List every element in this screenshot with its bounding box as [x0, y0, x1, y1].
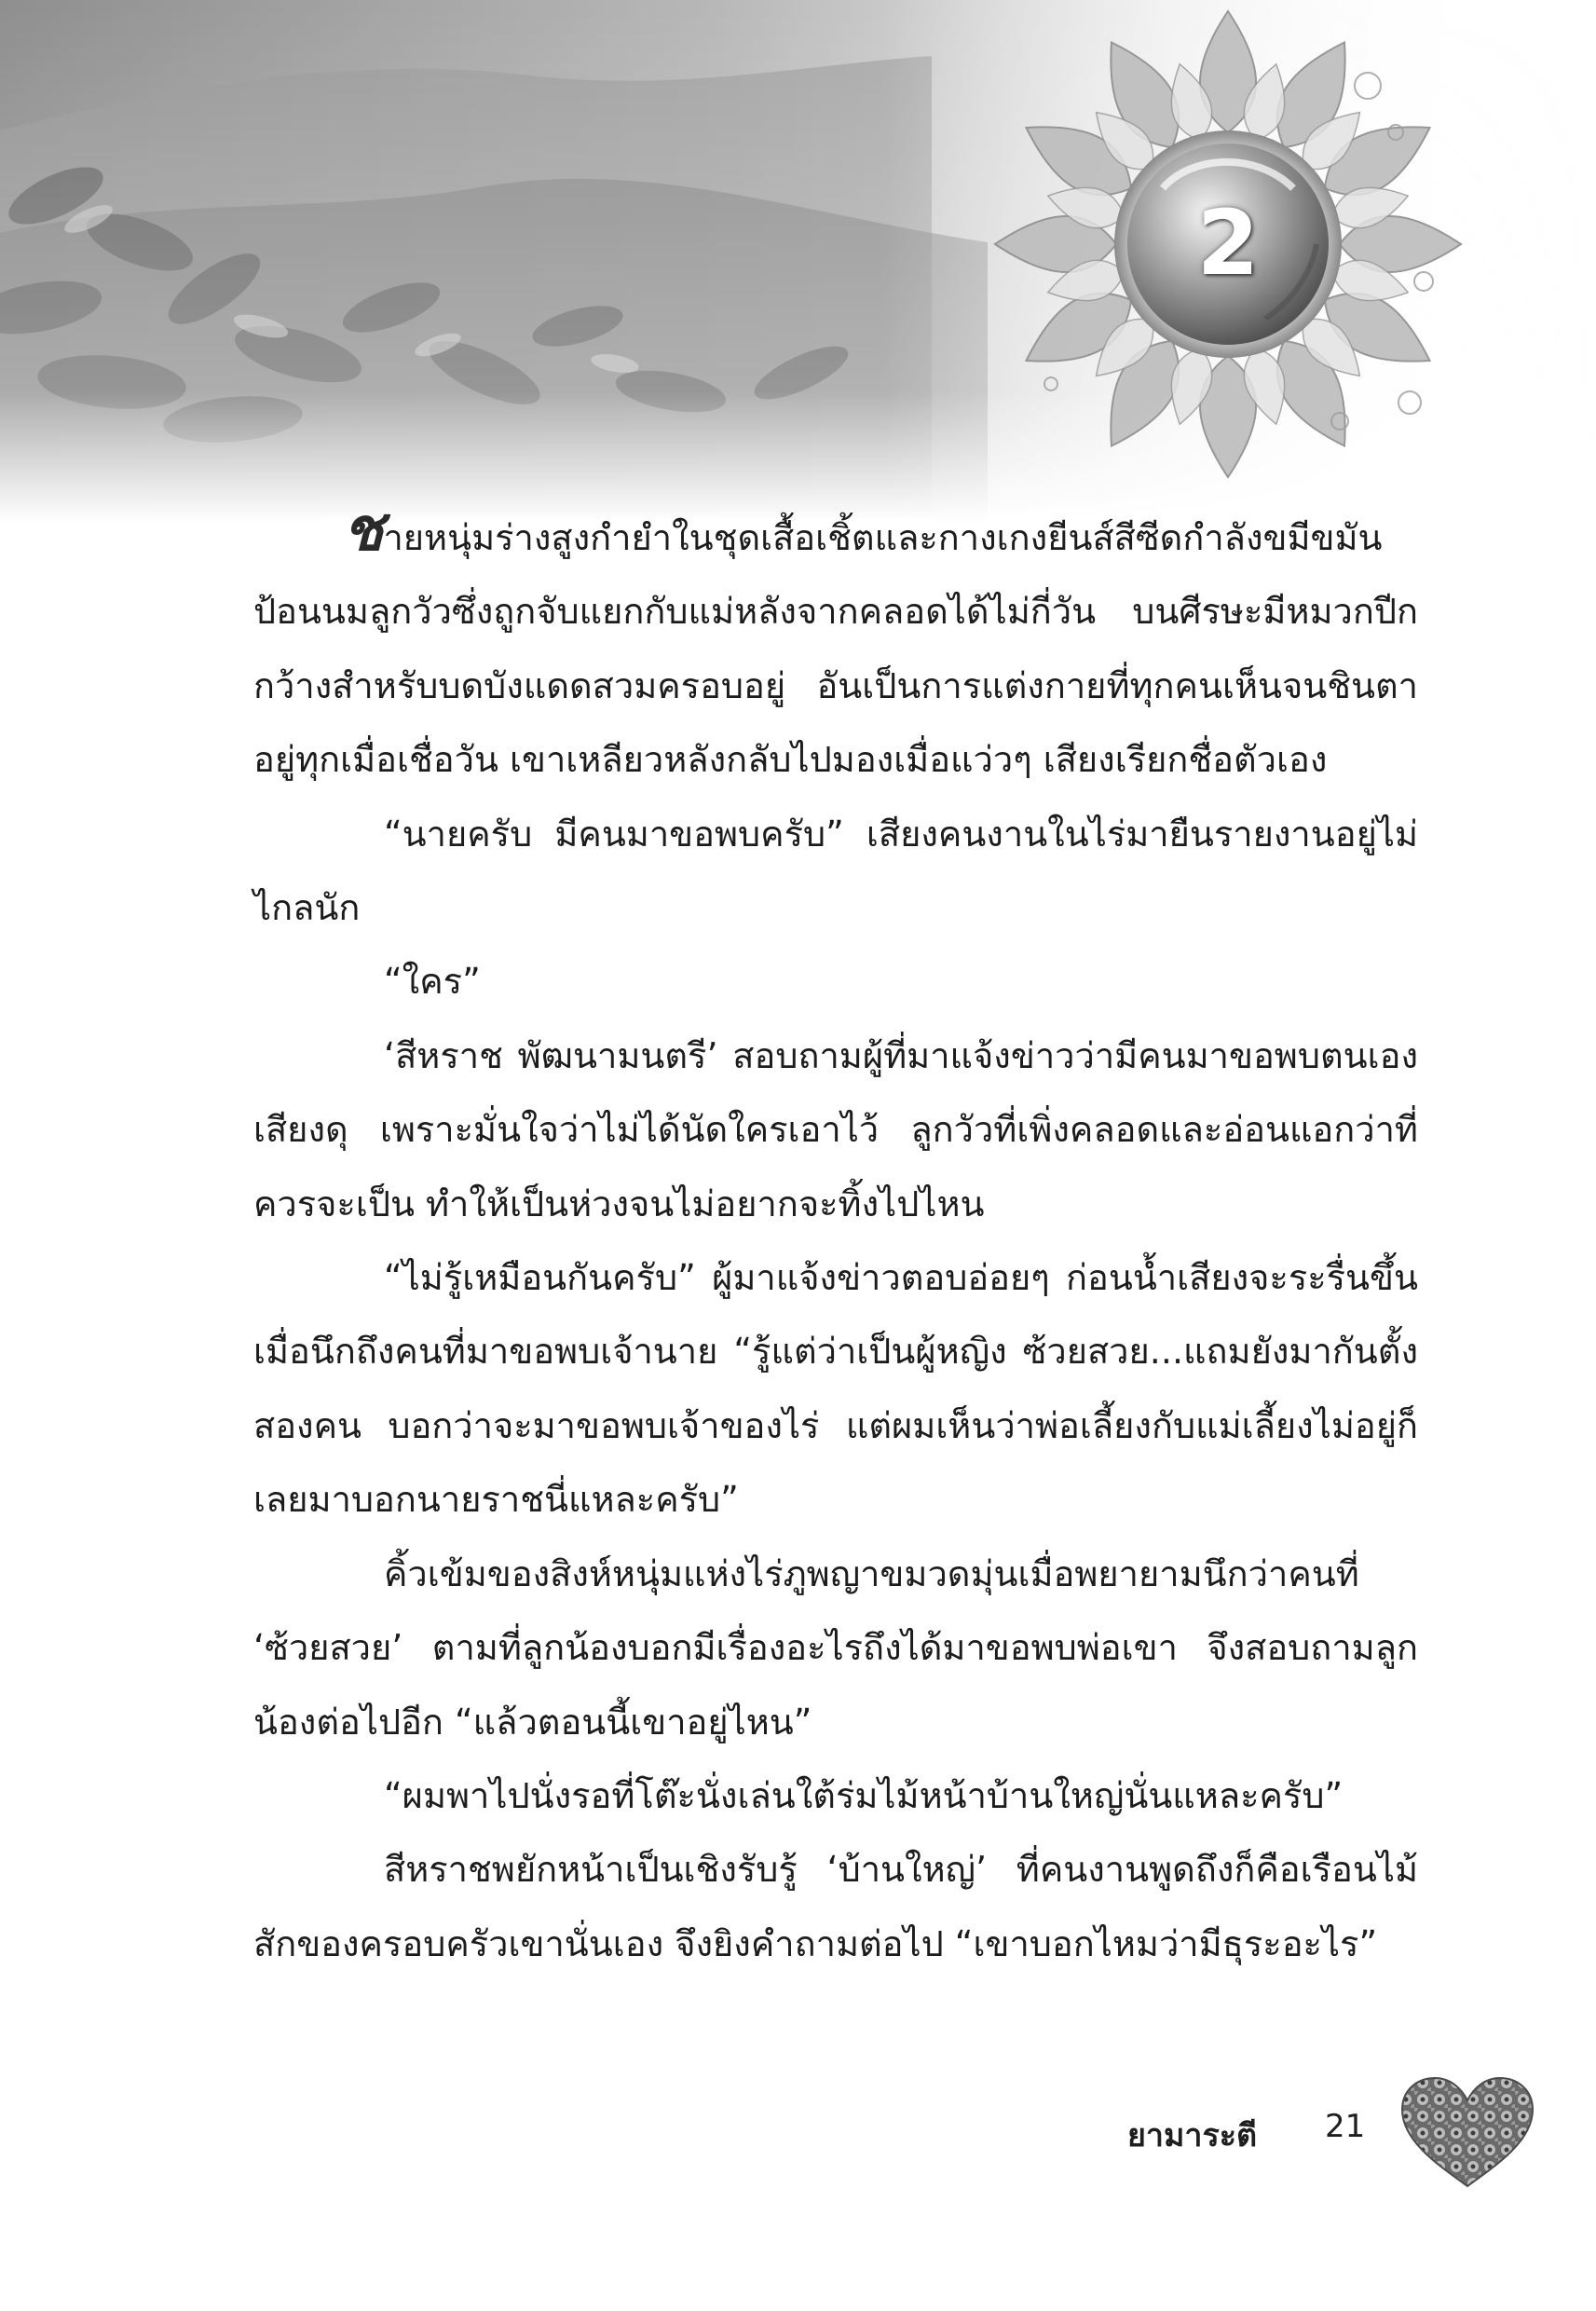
- chapter-body: [253, 495, 1418, 1981]
- page-number: 21: [1325, 2108, 1366, 2145]
- paragraph-6: คิ้วเข้มของสิงห์หนุ่มแห่งไร่ภูพญาขมวดมุ่นเมื่อพยายามนึกว่าคนที่ ‘ซ้วยสวย’ ตามที่ลูกน้องบอกมีเรื่องอะไรถึงได้มาขอพบพ่อเขา จึงสอบถามลูกน้องต่อไปอีก “แล้วตอนนี้เขาอยู่ไหน”: [253, 1552, 1418, 1743]
- heart-icon: [1398, 2074, 1537, 2191]
- paragraph-7: “ผมพาไปนั่งรอที่โต๊ะนั่งเล่นใต้ร่มไม้หน้าบ้านใหญ่นั่นแหละครับ”: [384, 1774, 1344, 1816]
- paragraph-8: สีหราชพยักหน้าเป็นเชิงรับรู้ ‘บ้านใหญ่’ ที่คนงานพูดถึงก็คือเรือนไม้สักของครอบครัวเขานั่นเอง จึงยิงคำถามต่อไป “เขาบอกไหมว่ามีธุระอะไร”: [253, 1849, 1418, 1964]
- chapter-number: 2: [1196, 191, 1260, 295]
- paragraph-4: ‘สีหราช พัฒนามนตรี’ สอบถามผู้ที่มาแจ้งข่าวว่ามีคนมาขอพบตนเองเสียงดุ เพราะมั่นใจว่าไม่ได้นัดใครเอาไว้ ลูกวัวที่เพิ่งคลอดและอ่อนแอกว่าที่ควรจะเป็น ทำให้เป็นห่วงจนไม่อยากจะทิ้งไปไหน: [253, 1034, 1418, 1224]
- drop-cap: ช: [343, 495, 384, 565]
- page-footer: [1062, 2102, 1528, 2167]
- paragraph-3: “ใคร”: [384, 961, 481, 1003]
- paragraph-1: [253, 495, 1418, 798]
- paragraph-text: ายหนุ่มร่างสูงกำยำในชุดเสื้อเชิ้ตและกางเกงยีนส์สีซีดกำลังขมีขมันป้อนนมลูกวัวซึ่งถูกจับแยกกับแม่หลังจากคลอดได้ไม่กี่วัน บนศีรษะมีหมวกปีกกว้างสำหรับบดบังแดดสวมครอบอยู่ อันเป็นการแต่งกายที่ทุกคนเห็นจนชินตาอยู่ทุกเมื่อเชื่อวัน เขาเหลียวหลังกลับไปมองเมื่อแว่วๆ เสียงเรียกชื่อตัวเอง: [253, 517, 1418, 781]
- paragraph-2: “นายครับ มีคนมาขอพบครับ” เสียงคนงานในไร่มายืนรายงานอยู่ไม่ไกลนัก: [253, 813, 1418, 929]
- paragraph-5: “ไม่รู้เหมือนกันครับ” ผู้มาแจ้งข่าวตอบอ่อยๆ ก่อนน้ำเสียงจะระรื่นขึ้นเมื่อนึกถึงคนที่มาขอพบเจ้านาย “รู้แต่ว่าเป็นผู้หญิง ซ้วยสวย...แถมยังมากันตั้งสองคน บอกว่าจะมาขอพบเจ้าของไร่ แต่ผมเห็นว่าพ่อเลี้ยงกับแม่เลี้ยงไม่อยู่ก็เลยมาบอกนายราชนี่แหละครับ”: [253, 1257, 1418, 1521]
- tea-plantation-illustration: [0, 0, 1596, 522]
- book-title: ยามาระตี: [1127, 2117, 1258, 2154]
- header-illustration: [0, 0, 1596, 522]
